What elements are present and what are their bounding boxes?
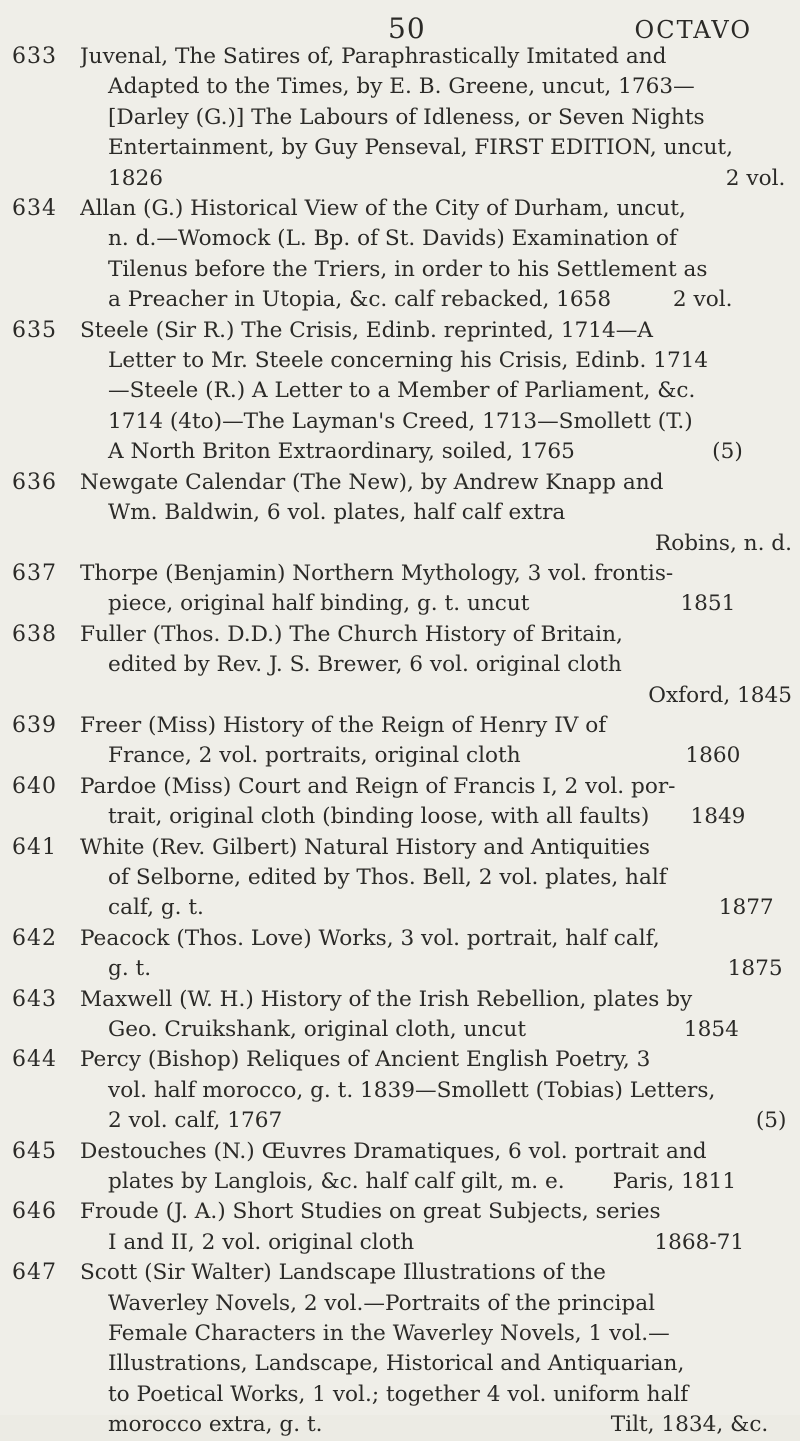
entry-line: Maxwell (W. H.) History of the Irish Rebellion, plates by (80, 986, 693, 1012)
entry-line: Destouches (N.) Œuvres Dramatiques, 6 vol. portrait and (80, 1138, 707, 1164)
entry-line: of Selborne, edited by Thos. Bell, 2 vol. plates, half (108, 864, 667, 890)
lot-number: 633 (12, 44, 57, 69)
entry-line: France, 2 vol. portraits, original cloth 1860 (108, 743, 741, 769)
entry-line: Robins, n. d. (654, 530, 792, 556)
catalogue-entry (12, 468, 792, 559)
lot-number: 638 (12, 621, 57, 647)
entry-line: g. t. 1875 (108, 956, 783, 982)
lot-number: 637 (12, 560, 57, 586)
lot-number: 640 (12, 773, 57, 799)
entry-line: trait, original cloth (binding loose, with all faults) 1849 (108, 804, 746, 830)
lot-number: 639 (12, 712, 57, 738)
lot-number: 647 (12, 1260, 57, 1286)
entry-line: n. d.—Womock (L. Bp. of St. Davids) Examination of (108, 226, 677, 252)
catalogue-entry (12, 194, 792, 316)
lot-number: 644 (12, 1047, 57, 1073)
lot-number: 635 (12, 317, 57, 343)
catalogue-entry (12, 985, 792, 1046)
page-number: 50 (388, 12, 426, 45)
lot-number: 646 (12, 1199, 57, 1225)
entry-line: Letter to Mr. Steele concerning his Crisis, Edinb. 1714 (108, 348, 709, 374)
entry-line: plates by Langlois, &c. half calf gilt, m. e. Paris, 1811 (108, 1169, 737, 1195)
entry-line: vol. half morocco, g. t. 1839—Smollett (Tobias) Letters, (108, 1077, 716, 1103)
entry-line: Peacock (Thos. Love) Works, 3 vol. portrait, half calf, (80, 925, 660, 951)
catalogue-entry (12, 316, 792, 468)
entry-line: I and II, 2 vol. original cloth 1868-71 (108, 1229, 745, 1255)
entry-line: Tilenus before the Triers, in order to his Settlement as (108, 256, 708, 282)
lot-number: 643 (12, 986, 57, 1012)
entry-line: Female Characters in the Waverley Novels, 1 vol.— (108, 1321, 670, 1347)
entry-line: Freer (Miss) History of the Reign of Henry IV of (80, 712, 607, 738)
entry-line: Percy (Bishop) Reliques of Ancient English Poetry, 3 (80, 1047, 651, 1073)
entry-line: Allan (G.) Historical View of the City of Durham, uncut, (80, 196, 686, 222)
catalogue-entry (12, 772, 792, 833)
entry-line: A North Briton Extraordinary, soiled, 1765 (5) (108, 439, 743, 465)
entry-line: 1714 (4to)—The Layman's Creed, 1713—Smollett (T.) (108, 408, 693, 434)
entry-line: Adapted to the Times, by E. B. Greene, uncut, 1763— (108, 74, 695, 100)
lot-number: 641 (12, 834, 57, 860)
lot-number: 645 (12, 1138, 57, 1164)
entry-line: a Preacher in Utopia, &c. calf rebacked, 1658 2 vol. (108, 287, 733, 313)
entry-line: Illustrations, Landscape, Historical and Antiquarian, (108, 1351, 685, 1377)
entry-line: Steele (Sir R.) The Crisis, Edinb. reprinted, 1714—A (80, 317, 653, 343)
catalogue-entry (12, 833, 792, 924)
lot-number: 642 (12, 925, 57, 951)
lot-number: 636 (12, 469, 57, 495)
catalogue-entry (12, 620, 792, 711)
entry-line: Juvenal, The Satires of, Paraphrastically Imitated and (80, 44, 667, 69)
entry-line: Entertainment, by Guy Penseval, FIRST EDITION, uncut, (108, 135, 733, 161)
entry-line: Fuller (Thos. D.D.) The Church History of Britain, (80, 621, 623, 647)
catalogue-entry (12, 1045, 792, 1136)
entry-line: Thorpe (Benjamin) Northern Mythology, 3 vol. frontis- (80, 560, 674, 586)
entry-line: Pardoe (Miss) Court and Reign of Francis I, 2 vol. por- (80, 773, 676, 799)
catalogue-entry (12, 711, 792, 772)
entry-line: Newgate Calendar (The New), by Andrew Knapp and (80, 469, 664, 495)
lot-number: 634 (12, 196, 57, 222)
catalogue-entry (12, 559, 792, 620)
entry-line: [Darley (G.)] The Labours of Idleness, or Seven Nights (108, 104, 705, 130)
catalogue-entry (12, 924, 792, 985)
entry-line: Scott (Sir Walter) Landscape Illustrations of the (80, 1260, 606, 1286)
entry-line: edited by Rev. J. S. Brewer, 6 vol. original cloth (108, 652, 622, 678)
catalogue-entry (12, 42, 792, 194)
entry-line: to Poetical Works, 1 vol.; together 4 vol. uniform half (108, 1381, 689, 1407)
catalogue-entries (12, 42, 792, 1441)
entry-line: piece, original half binding, g. t. uncut 1851 (108, 591, 736, 617)
entry-line: Wm. Baldwin, 6 vol. plates, half calf extra (108, 500, 566, 526)
entry-line: Oxford, 1845 (648, 682, 792, 708)
entry-line: 2 vol. calf, 1767 (5) (108, 1108, 787, 1134)
entry-line: calf, g. t. 1877 (108, 895, 774, 921)
entry-line: —Steele (R.) A Letter to a Member of Parliament, &c. (108, 378, 696, 404)
entry-line: morocco extra, g. t. Tilt, 1834, &c. (108, 1412, 769, 1438)
catalogue-entry (12, 1137, 792, 1198)
entry-line: Geo. Cruikshank, original cloth, uncut 1854 (108, 1017, 739, 1042)
catalogue-entry (12, 1258, 792, 1440)
running-title: OCTAVO (634, 16, 752, 44)
entry-line: White (Rev. Gilbert) Natural History and Antiquities (80, 834, 650, 860)
catalogue-entry (12, 1197, 792, 1258)
entry-line: 1826 2 vol. (108, 165, 786, 191)
entry-line: Froude (J. A.) Short Studies on great Subjects, series (80, 1199, 661, 1225)
entry-line: Waverley Novels, 2 vol.—Portraits of the principal (108, 1290, 656, 1316)
